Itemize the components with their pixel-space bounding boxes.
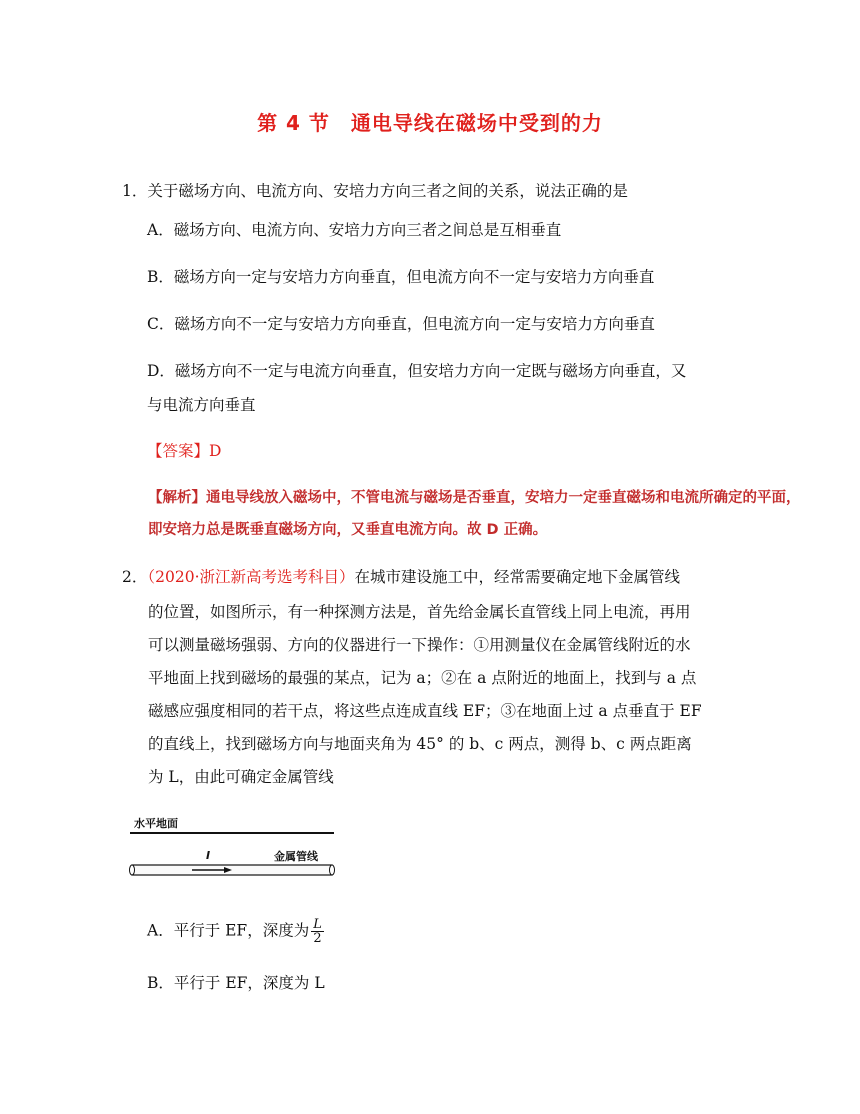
q1-analysis-line-2: 即安培力总是既垂直磁场方向，又垂直电流方向。故 D 正确。 (148, 522, 548, 538)
pipe-diagram (128, 815, 338, 885)
q1-answer (147, 440, 221, 462)
pipe-end-right (330, 865, 335, 875)
fraction-numerator: L (313, 917, 322, 932)
ground-label: 水平地面 (134, 817, 178, 830)
answer-tag: 【答案】 (147, 442, 210, 460)
q2-number: 2． (122, 568, 148, 586)
current-label: I (206, 849, 211, 862)
q1-option-d: D．磁场方向不一定与电流方向垂直，但安培力方向一定既与磁场方向垂直，又 (147, 362, 687, 380)
q2-stem-line-4: 磁感应强度相同的若干点，将这些点连成直线 EF；③在地面上过 a 点垂直于 EF (148, 702, 702, 720)
q1-option-c: C．磁场方向不一定与安培力方向垂直，但电流方向一定与安培力方向垂直 (147, 315, 655, 333)
q2-option-b: B．平行于 EF，深度为 L (147, 974, 325, 992)
pipe-label: 金属管线 (274, 850, 318, 863)
pipe-figure (128, 815, 338, 885)
q2-stem-line-6: 为 L，由此可确定金属管线 (148, 768, 334, 786)
q2-stem-line-2: 可以测量磁场强弱、方向的仪器进行一下操作：①用测量仪在金属管线附近的水 (148, 636, 691, 654)
q2-stem-line-3: 平地面上找到磁场的最强的某点，记为 a；②在 a 点附近的地面上，找到与 a 点 (148, 669, 697, 687)
q2-source: （2020·浙江新高考选考科目） (147, 568, 355, 586)
q1-option-d-cont: 与电流方向垂直 (147, 396, 256, 414)
answer-value: D (209, 442, 222, 460)
q2-stem-line-5: 的直线上，找到磁场方向与地面夹角为 45° 的 b、c 两点，测得 b、c 两点距离 (148, 735, 692, 753)
q1-stem: 1．关于磁场方向、电流方向、安培力方向三者之间的关系，说法正确的是 (122, 182, 628, 200)
fraction-denominator: 2 (313, 931, 322, 946)
page-title: 第 4 节 通电导线在磁场中受到的力 (257, 111, 603, 135)
pipe-end-left (130, 865, 135, 875)
fraction-l-over-2 (311, 918, 324, 945)
q2-stem-line-1: 的位置，如图所示，有一种探测方法是，首先给金属长直管线上同上电流，再用 (148, 603, 691, 621)
q2-option-a (147, 918, 324, 945)
q1-analysis-line-1: 【解析】通电导线放入磁场中，不管电流与磁场是否垂直，安培力一定垂直磁场和电流所确定的平面， (148, 490, 801, 506)
q2-stem-first-text: 在城市建设施工中，经常需要确定地下金属管线 (354, 568, 681, 586)
q2-stem-first (122, 566, 680, 588)
q1-option-a: A．磁场方向、电流方向、安培力方向三者之间总是互相垂直 (147, 221, 562, 239)
q1-option-b: B．磁场方向一定与安培力方向垂直，但电流方向不一定与安培力方向垂直 (147, 268, 655, 286)
q2-option-a-text: A．平行于 EF，深度为 (147, 921, 310, 940)
